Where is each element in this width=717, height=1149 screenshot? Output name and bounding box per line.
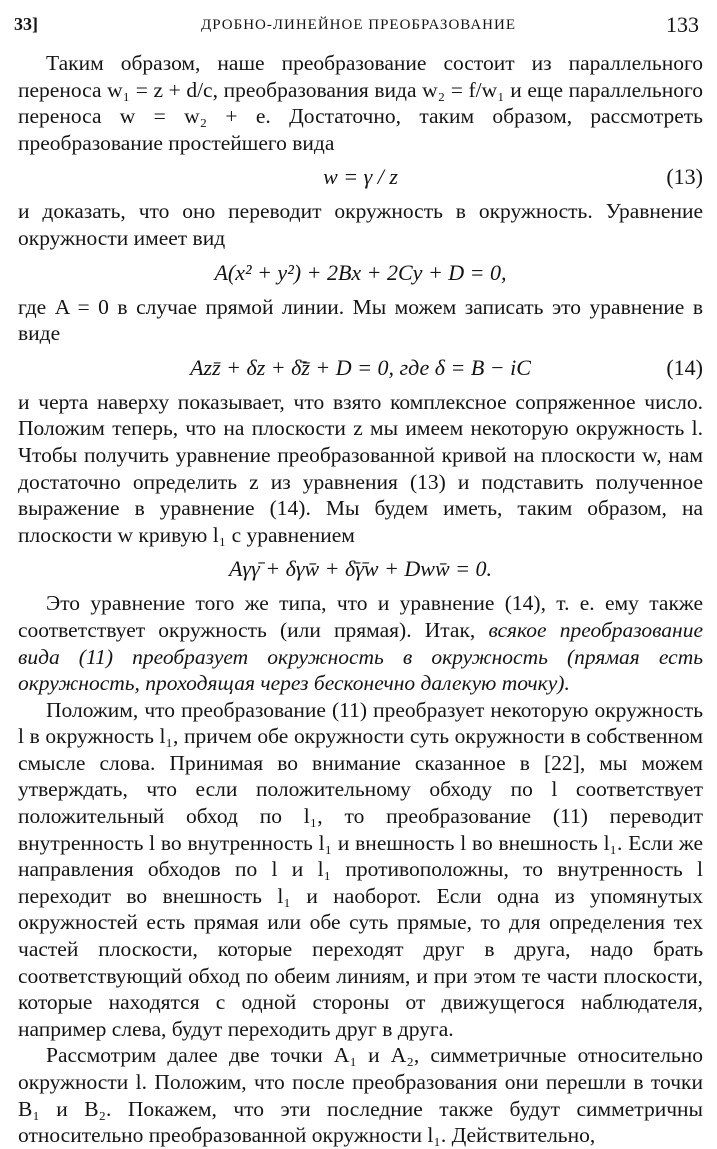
theorem-italic: всякое преобразование вида (11) преобразует окружность в окружность (прямая есть окружность, проходящая через бесконечно далекую точку). [18, 617, 704, 696]
section-number: 33] [14, 14, 38, 34]
equation-number-14: (14) [666, 354, 703, 380]
paragraph-5 [18, 590, 703, 696]
paragraph-4: и черта наверху показывает, что взято комплексное сопряженное число. Положим теперь, что на плоскости z мы имеем некоторую окружность l. Чтобы получить уравнение преобразованной кривой на плоскости w, нам достаточно определить z из уравнения (13) и подставить полученное выражение в уравнение (14). Мы будем иметь, таким образом, на плоскости w кривую l₁ с уравнением [18, 389, 703, 547]
paragraph-7: Рассмотрим далее две точки A₁ и A₂, симметричные относительно окружности l. Положим, что после преобразования они перешли в точки B₁ и B₂. Покажем, что эти последние также будут симметричны относительно преобразованной окружности l₁. Действительно, [18, 1043, 703, 1148]
formula-14 [18, 347, 703, 389]
formula-transformed [18, 548, 703, 590]
running-title: ДРОБНО-ЛИНЕЙНОЕ ПРЕОБРАЗОВАНИЕ [200, 17, 516, 33]
formula-13 [18, 156, 703, 198]
paragraph-6: Положим, что преобразование (11) преобразует некоторую окружность l в окружность l₁, причем обе окружности суть окружности в собственном смысле слова. Принимая во внимание сказанное в [22], мы можем утверждать, что если положительному обходу по l соответствует положительный обход по l₁, то преобразование (11) переводит внутренность l во внутренность l₁ и внешность l во внешность l₁. Если же направления обходов по l и l₁ противоположны, то внутренность l переходит во внешность l₁ и наоборот. Если одна из упомянутых окружностей есть прямая или обе суть прямые, то для определения тех частей плоскости, которые переходят друг в друга, надо брать соответствующий обход по обеим линиям, и при этом те части плоскости, которые находятся с одной стороны от движущегося наблюдателя, например слева, будут переходить друг в друга. [18, 697, 703, 1041]
formula-circle [18, 252, 703, 294]
paragraph-2: и доказать, что оно переводит окружность в окружность. Уравнение окружности имеет вид [18, 199, 703, 250]
page-header [14, 8, 703, 38]
paragraph-1: Таким образом, наше преобразование состоит из параллельного переноса w₁ = z + d/c, преобразования вида w₂ = f/w₁ и еще параллельного переноса w = w₂ + e. Достаточно, таким образом, рассмотреть преобразование простейшего вида [18, 51, 703, 155]
paragraph-5-text: Это уравнение того же типа, что и уравнение (14), т. е. ему также соответствует окружность (или прямая). Итак, [18, 591, 703, 642]
formula-circle-text: A(x² + y²) + 2Bx + 2Cy + D = 0, [214, 259, 507, 285]
formula-14-text: Azz̄ + δz + δ̄z̄ + D = 0, где δ = B − iC [190, 354, 531, 380]
formula-13-text: w = γ / z [323, 164, 398, 190]
formula-transformed-text: Aγγ̄ + δγw̄ + δ̄γ̄w + Dww̄ = 0. [228, 556, 493, 582]
paragraph-3: где A = 0 в случае прямой линии. Мы можем записать это уравнение в виде [18, 294, 703, 346]
page-body [18, 50, 703, 1149]
page-number: 133 [666, 12, 699, 37]
equation-number-13: (13) [666, 164, 703, 190]
